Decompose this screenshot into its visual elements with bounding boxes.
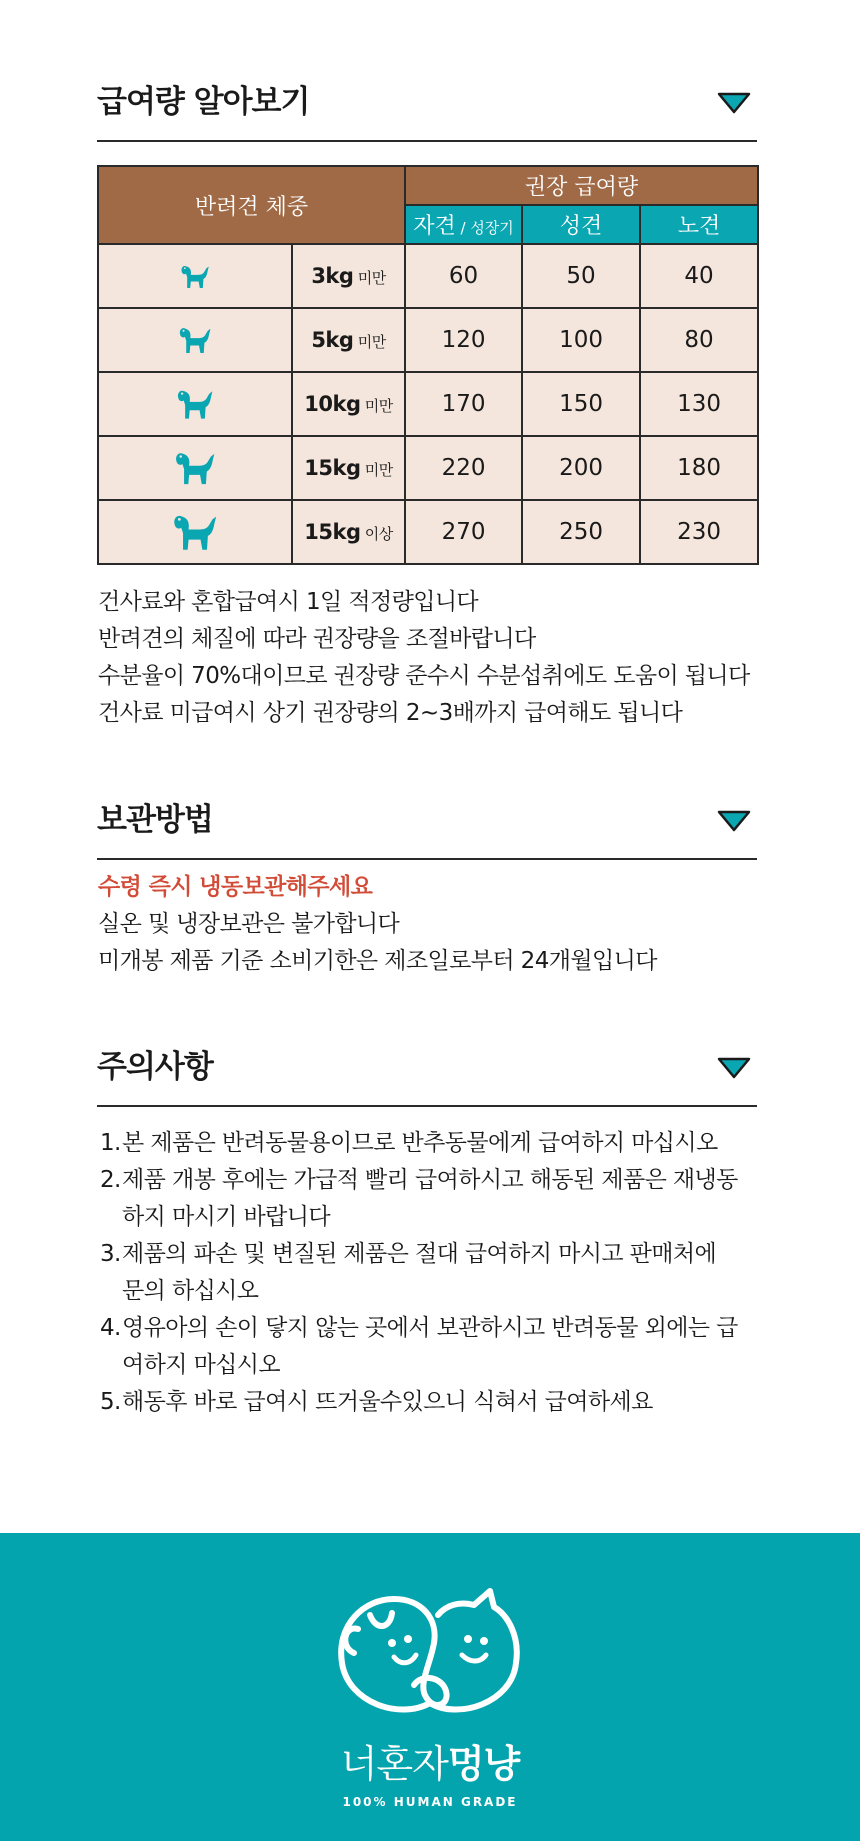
weight-cell: 5kg 미만 <box>292 308 405 372</box>
feeding-section-header <box>97 84 757 142</box>
list-item-line: 문의 하십시오 <box>122 1278 259 1304</box>
puppy-header: 자견 / 성장기 <box>405 205 522 244</box>
list-item <box>100 1125 770 1162</box>
weight-cell: 3kg 미만 <box>292 244 405 308</box>
caution-title: 주의사항 <box>97 1049 213 1085</box>
list-item-line: 해동후 바로 급여시 뜨거울수있으니 식혀서 급여하세요 <box>122 1389 653 1415</box>
storage-highlight: 수령 즉시 냉동보관해주세요 <box>98 874 373 900</box>
dog-cat-logo-icon <box>330 1585 530 1725</box>
senior-value: 180 <box>640 436 758 500</box>
list-item-number: 4. <box>100 1315 121 1341</box>
adult-header: 성견 <box>522 205 640 244</box>
dog-icon-cell <box>98 436 292 500</box>
recommended-header: 권장 급여량 <box>405 166 758 205</box>
feeding-title: 급여량 알아보기 <box>97 84 310 120</box>
adult-value: 150 <box>522 372 640 436</box>
adult-value: 250 <box>522 500 640 564</box>
list-item-line: 하지 마시기 바랍니다 <box>122 1204 330 1230</box>
weight-cell: 15kg 미만 <box>292 436 405 500</box>
list-item-line: 제품의 파손 및 변질된 제품은 절대 급여하지 마시고 판매처에 <box>122 1241 717 1267</box>
table-row <box>98 436 758 500</box>
table-row <box>98 244 758 308</box>
senior-value: 40 <box>640 244 758 308</box>
caution-section-header <box>97 1049 757 1107</box>
feeding-note: 건사료와 혼합급여시 1일 적정량입니다 <box>98 589 479 615</box>
brand-tagline: 100% HUMAN GRADE <box>342 1795 518 1809</box>
storage-line: 미개봉 제품 기준 소비기한은 제조일로부터 24개월입니다 <box>98 948 657 974</box>
list-item-number: 3. <box>100 1241 121 1267</box>
triangle-down-icon <box>717 1057 751 1079</box>
list-item-line: 본 제품은 반려동물용이므로 반추동물에게 급여하지 마십시오 <box>122 1130 718 1156</box>
dog-icon <box>176 386 214 422</box>
puppy-value: 60 <box>405 244 522 308</box>
adult-value: 50 <box>522 244 640 308</box>
puppy-value: 170 <box>405 372 522 436</box>
list-item <box>100 1236 770 1310</box>
list-item-number: 2. <box>100 1167 121 1193</box>
adult-value: 200 <box>522 436 640 500</box>
feeding-toggle-button[interactable] <box>717 92 751 114</box>
triangle-down-icon <box>717 92 751 114</box>
table-row <box>98 308 758 372</box>
puppy-value: 120 <box>405 308 522 372</box>
dog-icon <box>178 324 212 356</box>
storage-title: 보관방법 <box>97 802 213 838</box>
senior-value: 230 <box>640 500 758 564</box>
feeding-notes <box>98 584 778 732</box>
table-row <box>98 500 758 564</box>
triangle-down-icon <box>717 810 751 832</box>
list-item-number: 1. <box>100 1130 121 1156</box>
feeding-table <box>97 165 759 565</box>
brand-footer <box>0 1533 860 1841</box>
brand-name: 너혼자멍냥 <box>340 1742 520 1786</box>
puppy-value: 270 <box>405 500 522 564</box>
senior-header: 노견 <box>640 205 758 244</box>
list-item <box>100 1162 770 1236</box>
brand-logo <box>330 1585 530 1809</box>
list-item <box>100 1384 770 1421</box>
puppy-value: 220 <box>405 436 522 500</box>
caution-toggle-button[interactable] <box>717 1057 751 1079</box>
storage-line: 실온 및 냉장보관은 불가합니다 <box>98 911 400 937</box>
senior-value: 80 <box>640 308 758 372</box>
weight-header: 반려견 체중 <box>98 166 405 244</box>
list-item-line: 여하지 마십시오 <box>122 1352 281 1378</box>
dog-icon-cell <box>98 244 292 308</box>
feeding-note: 건사료 미급여시 상기 권장량의 2~3배까지 급여해도 됩니다 <box>98 700 683 726</box>
weight-cell: 10kg 미만 <box>292 372 405 436</box>
senior-value: 130 <box>640 372 758 436</box>
list-item <box>100 1310 770 1384</box>
storage-section-header <box>97 802 757 860</box>
feeding-note: 수분율이 70%대이므로 권장량 준수시 수분섭취에도 도움이 됩니다 <box>98 663 750 689</box>
dog-icon-cell <box>98 308 292 372</box>
list-item-number: 5. <box>100 1389 121 1415</box>
dog-icon <box>172 510 218 554</box>
dog-icon-cell <box>98 372 292 436</box>
dog-icon <box>174 448 216 488</box>
list-item-line: 제품 개봉 후에는 가급적 빨리 급여하시고 해동된 제품은 재냉동 <box>122 1167 738 1193</box>
storage-toggle-button[interactable] <box>717 810 751 832</box>
caution-list <box>100 1125 770 1421</box>
adult-value: 100 <box>522 308 640 372</box>
dog-icon-cell <box>98 500 292 564</box>
storage-notes <box>98 869 778 980</box>
weight-cell: 15kg 이상 <box>292 500 405 564</box>
dog-icon <box>180 262 210 291</box>
list-item-line: 영유아의 손이 닿지 않는 곳에서 보관하시고 반려동물 외에는 급 <box>122 1315 738 1341</box>
feeding-note: 반려견의 체질에 따라 권장량을 조절바랍니다 <box>98 626 536 652</box>
table-row <box>98 372 758 436</box>
